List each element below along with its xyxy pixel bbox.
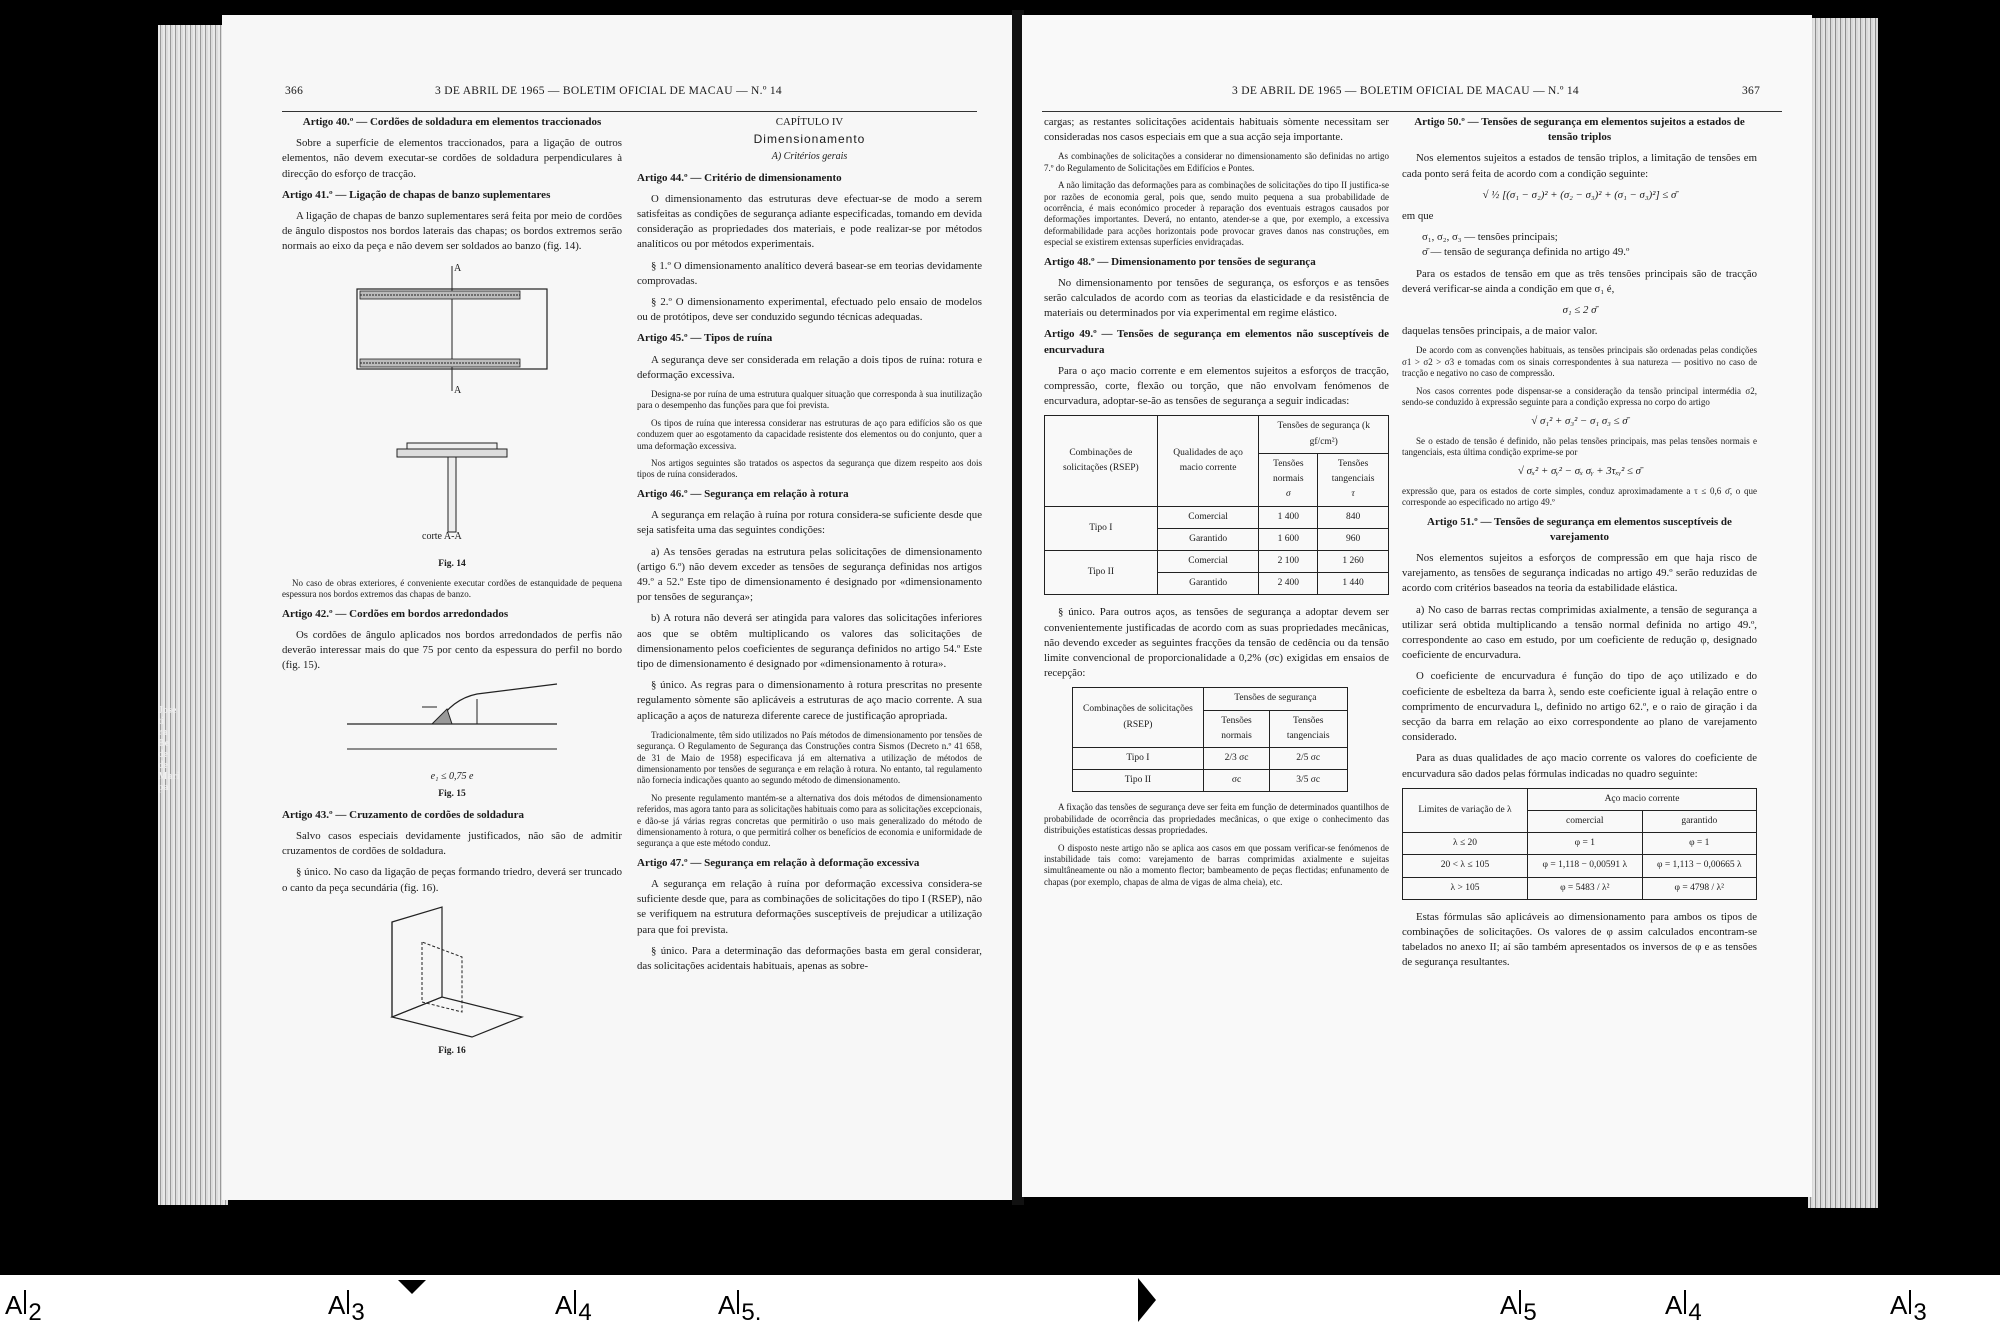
article-heading <box>282 607 622 622</box>
article-48-text: No dimensionamento por tensões de segurança, os esforços e as tensões serão calculados de acordo com as teorias da elasticidade e da resistência de materiais ou determinados por via experimental em regime elástico. <box>1044 276 1389 320</box>
table-cell: Tipo I <box>1072 747 1204 769</box>
figure-14-caption: Fig. 14 <box>438 558 466 569</box>
table-cell: 2 100 <box>1259 550 1318 572</box>
frame-number: 5 <box>1523 1299 1537 1326</box>
note-text: expressão que, para os estados de corte simples, conduz aproximadamente a τ ≤ 0,6 σ̄, o que corresponde ao especificado no artigo 49.º <box>1402 485 1757 508</box>
table-cell: 2 400 <box>1259 573 1318 595</box>
article-40-title: Artigo 40.º — Cordões de soldadura em elementos traccionados <box>302 116 602 128</box>
left-page-column-1 <box>282 115 622 1065</box>
table-header: garantido <box>1642 810 1756 832</box>
frame-number: 4 <box>1688 1299 1702 1326</box>
figure-15-caption: Fig. 15 <box>438 788 466 799</box>
article-41-title: Artigo 41.º — Ligação de chapas de banzo suplementares <box>282 188 551 201</box>
article-51-a: a) No caso de barras rectas comprimidas axialmente, a tensão de segurança a utilizar será obtida multiplicando a tensão normal definida no artigo 49.º, correspondente ao caso em estudo, por um coeficiente de redução φ, designado coeficiente de encurvadura. <box>1402 603 1757 662</box>
frame-number: 3 <box>351 1299 365 1326</box>
table-row <box>1045 506 1389 528</box>
table-cell: φ = 1 <box>1642 833 1756 855</box>
table-header: Aço macio corrente <box>1528 788 1757 810</box>
table-cell: φ = 4798 / λ² <box>1642 877 1756 899</box>
section-marker: A <box>454 262 462 274</box>
article-50-text: daquelas tensões principais, a de maior valor. <box>1402 325 1598 338</box>
article-44-text: O dimensionamento das estruturas deve efectuar-se de modo a serem satisfeitas as condições de segurança adiante especificadas, tomando em devida consideração as propriedades dos materiais, e pode realizar-se por métodos analíticos ou por métodos experimentais. <box>637 192 982 251</box>
figure-14-note: No caso de obras exteriores, é conveniente executar cordões de estanquidade de pequena espessura nos bordos extremos das chapas de banzo. <box>282 577 622 600</box>
figure-16-caption: Fig. 16 <box>438 1045 466 1056</box>
margin-note: Mari <box>158 771 180 782</box>
frame-letter: A <box>5 1290 23 1320</box>
article-51-title: Artigo 51.º — Tensões de segurança em elementos susceptíveis de varejamento <box>1427 515 1732 543</box>
table-header: Tensões tangenciais <box>1269 710 1347 747</box>
table-cell: φ = 1,113 − 0,00665 λ <box>1642 855 1756 877</box>
table-cell: Comercial <box>1157 550 1259 572</box>
article-heading <box>282 188 622 203</box>
right-page-stack <box>1808 18 1878 1208</box>
table-cell: φ = 1,118 − 0,00591 λ <box>1528 855 1642 877</box>
article-heading <box>637 487 982 502</box>
header-label: Tensões normais <box>1273 458 1304 485</box>
table-cell: Tipo II <box>1072 770 1204 792</box>
note-text: A fixação das tensões de segurança deve ser feita em função de determinados quantilhos de probabilidade de ocorrência das propriedades mecânicas, o que exige o conhecimento das distribuições estatísticas dessas propriedades. <box>1044 802 1389 836</box>
article-43-text: Salvo casos especiais devidamente justificados, não são de admitir cruzamentos de cordões de soldadura. <box>282 830 622 858</box>
table-header: Combinações de solicitações (RSEP) <box>1072 688 1204 748</box>
article-42-title: Artigo 42.º — Cordões em bordos arredondados <box>282 607 509 620</box>
table-cell: 3/5 σc <box>1269 770 1347 792</box>
margin-note: ra <box>158 727 168 738</box>
note-text: De acordo com as convenções habituais, as tensões principais são ordenadas pelas condições σ1 > σ2 > σ3 e tomadas com os sinais correspondentes à sua natureza — positivo no caso de tracção e negativo no caso de compressão. <box>1402 345 1757 379</box>
table-cell: Comercial <box>1157 506 1259 528</box>
article-49-title: Artigo 49.º — Tensões de segurança em elementos não susceptíveis de encurvadura <box>1044 328 1389 356</box>
frame-letter: A <box>328 1290 346 1320</box>
figure-15-formula: e₁ ≤ 0,75 e <box>430 771 474 783</box>
header-symbol: τ <box>1351 489 1355 500</box>
frame-number: 4 <box>578 1299 592 1326</box>
article-41-text: A ligação de chapas de banzo suplementares será feita por meio de cordões de ângulo dispostos nos bordos laterais das chapas; os bordos extremos serão normais ao eixo da peça e não devem ser soldados ao banzo (fig. 14). <box>282 210 622 253</box>
margin-note: de <box>158 749 168 760</box>
frame-letter: A <box>1500 1290 1518 1320</box>
table-cell: Tipo I <box>1045 506 1158 550</box>
frame-number: 5. <box>741 1299 762 1326</box>
article-49-unico: § único. Para outros aços, as tensões de segurança a adoptar devem ser convenientemente justificadas de acordo com as suas propriedades mecânicas, não devendo exceder as seguintes fracções da tensão de cedência ou da tensão limite convencional de proporcionalidade a 0,2% (σc) exigidas em ensaios de recepção: <box>1044 606 1389 680</box>
header-title: 3 DE ABRIL DE 1965 — BOLETIM OFICIAL DE MACAU — N.º 14 <box>435 85 782 97</box>
article-50-title: Artigo 50.º — Tensões de segurança em elementos sujeitos a estados de tensão triplos <box>1414 116 1745 144</box>
table-row <box>1403 855 1757 877</box>
figure-16-drawing <box>282 902 622 1042</box>
section-marker: A <box>454 384 462 396</box>
frame-number: 3 <box>1913 1299 1927 1326</box>
frame-marker <box>1500 1290 1537 1327</box>
frame-bar <box>574 1290 576 1314</box>
note-text: A não limitação das deformações para as combinações de solicitações do tipo II justifica-se por razões de economia geral, pois que, sendo muito pequena a sua probabilidade de ocorrência, é mais económico proceder à reparação dos eventuais estragos causados por deformações importantes. Deverá, no entanto, atender-se a que, por exemplo, a excessiva deformabilidade para acções horizontais pode provocar graves danos nas construções, em especial se existirem extensas superfícies envidraçadas. <box>1044 180 1389 248</box>
table-cell: Garantido <box>1157 573 1259 595</box>
definition: σ₁, σ₂, σ₃ — tensões principais; <box>1422 231 1558 244</box>
article-46-b: b) A rotura não deverá ser atingida para valores das solicitações inferiores aos que se obtêm multiplicando os valores das solicitações de dimensionamento pelos coeficientes de segurança definidos no artigo 54.º Este tipo de dimensionamento é designado por «dimensionamento à rotura». <box>637 612 982 670</box>
margin-note: Be <box>158 738 170 749</box>
note-text: Nos casos correntes pode dispensar-se a consideração da tensão principal intermédia σ2, sendo-se conduzido à expressão seguinte para a condição expressa no corpo do artigo <box>1402 385 1757 408</box>
note-text: As combinações de solicitações a considerar no dimensionamento são definidas no artigo 7.º do Regulamento de Solicitações em Edifícios e Pontes. <box>1044 151 1389 173</box>
table-row <box>1403 877 1757 899</box>
table-cell: 1 260 <box>1318 550 1389 572</box>
table-cell: λ > 105 <box>1403 877 1528 899</box>
table-cell: Garantido <box>1157 528 1259 550</box>
article-heading <box>1402 115 1757 145</box>
article-heading <box>282 808 622 823</box>
table-header: comercial <box>1528 810 1642 832</box>
header-title: 3 DE ABRIL DE 1965 — BOLETIM OFICIAL DE MACAU — N.º 14 <box>1232 85 1579 97</box>
table-cell: 2/3 σc <box>1204 747 1270 769</box>
note-text: O disposto neste artigo não se aplica aos casos em que possam verificar-se fenómenos de instabilidade tais como: varejamento de barras comprimidas axialmente e sujeitas simultâneamente ou não a momento flector; bambeamento de peças flectidas; enfunamento de chapas (por exemplo, chapas de alma de vigas de alma cheia), etc. <box>1044 842 1389 887</box>
table-cell: 1 400 <box>1259 506 1318 528</box>
article-46-title: Artigo 46.º — Segurança em relação à rotura <box>637 487 849 500</box>
article-40-text: Sobre a superfície de elementos traccionados, para a ligação de outros elementos, não devem executar-se cordões de soldadura perpendiculares à direcção do esforço de tracção. <box>282 137 622 180</box>
article-heading <box>637 856 982 871</box>
frame-marker <box>555 1290 592 1327</box>
table-header: Qualidades de aço macio corrente <box>1157 416 1259 506</box>
table-cell: λ ≤ 20 <box>1403 833 1528 855</box>
right-page-column-1 <box>1044 115 1389 894</box>
chapter-title: Dimensionamento <box>753 132 866 147</box>
closing-text: Estas fórmulas são aplicáveis ao dimensionamento para ambos os tipos de combinações de solicitações. Os valores de φ assim calculados encontram-se tabelados no anexo II; aí são também apresentados os inversos de φ e as tensões de segurança resultantes. <box>1402 910 1757 969</box>
table-header <box>1318 453 1389 506</box>
table-header: Tensões de segurança (k gf/cm²) <box>1259 416 1389 453</box>
table-row <box>1045 416 1389 453</box>
table-row <box>1403 788 1757 810</box>
table-row <box>1403 833 1757 855</box>
header-symbol: σ <box>1285 489 1291 500</box>
margin-note: de <box>158 760 168 771</box>
frame-marker <box>328 1290 365 1327</box>
article-45-text: A segurança deve ser considerada em relação a dois tipos de ruína: rotura e deformação excessiva. <box>637 353 982 381</box>
article-heading <box>282 115 622 130</box>
table-cell: 960 <box>1318 528 1389 550</box>
formula: σ₁ ≤ 2 σ̄ <box>1562 304 1597 317</box>
frame-marker <box>5 1290 42 1327</box>
frame-letter: A <box>718 1290 736 1320</box>
article-45-title: Artigo 45.º — Tipos de ruína <box>637 332 773 345</box>
margin-notes <box>158 705 180 793</box>
table-cell: 2/5 σc <box>1269 747 1347 769</box>
article-heading <box>1044 255 1389 270</box>
header-rule <box>282 111 977 112</box>
continued-text: cargas; as restantes solicitações acidentais habituais sòmente necessitam ser consideradas nos casos especiais em que a sua acção seja importante. <box>1044 116 1389 144</box>
safety-stress-table <box>1044 415 1389 595</box>
frame-bar <box>1519 1290 1521 1314</box>
frame-number: 2 <box>28 1299 42 1326</box>
article-44-p1: § 1.º O dimensionamento analítico deverá basear-se em teorias devidamente comprovadas. <box>637 259 982 287</box>
article-44-title: Artigo 44.º — Critério de dimensionamento <box>637 171 842 184</box>
frame-bar <box>24 1290 26 1314</box>
article-heading <box>1402 515 1757 545</box>
note-text: Se o estado de tensão é definido, não pelas tensões principais, mas pelas tensões normais e tangenciais, esta última condição exprime-se por <box>1402 435 1757 458</box>
article-45-note: Nos artigos seguintes são tratados os aspectos da segurança que dizem respeito aos dois tipos de ruína considerados. <box>637 458 982 480</box>
formula: √ σₓ² + σᵧ² − σₓ σᵧ + 3τₓᵧ² ≤ σ̄ <box>1518 465 1641 478</box>
table-cell: 20 < λ ≤ 105 <box>1403 855 1528 877</box>
table-header <box>1259 453 1318 506</box>
figure-14-drawing <box>282 261 622 551</box>
fraction-table <box>1072 687 1348 792</box>
article-heading <box>1044 327 1389 357</box>
frame-bar <box>347 1290 349 1314</box>
article-50-text: Nos elementos sujeitos a estados de tensão triplos, a limitação de tensões em cada ponto será feita de acordo com a condição seguinte: <box>1402 152 1757 180</box>
formula: √ σ₁² + σ₃² − σ₁ σ₃ ≤ σ̄ <box>1531 415 1628 428</box>
article-46-text: A segurança em relação à ruína por rotura considera-se suficiente desde que seja satisfeita uma das seguintes condições: <box>637 509 982 537</box>
frame-bar <box>1909 1290 1911 1314</box>
article-51-text: Para as duas qualidades de aço macio corrente os valores do coeficiente de encurvadura são dados pelas fórmulas indicadas no quadro seguinte: <box>1402 752 1757 780</box>
chapter-number: CAPÍTULO IV <box>775 116 844 128</box>
frame-letter: A <box>555 1290 573 1320</box>
figure-15-drawing <box>282 679 622 769</box>
article-46-note: Tradicionalmente, têm sido utilizados no País métodos de dimensionamento por tensões de segurança. O Regulamento de Segurança das Construções contra Sismos (Decreto n.º 41 658, de 31 de Maio de 1958) especificava já em alternativa a utilização de métodos de dimensionamento por tensões de segurança e em relação à rotura. No entanto, tal regulamento não fornecia indicações quanto ao segundo método de dimensionamento. <box>637 729 982 786</box>
article-43-title: Artigo 43.º — Cruzamento de cordões de soldadura <box>282 808 524 821</box>
margin-note: ti <box>158 716 165 727</box>
body-text: em que <box>1402 210 1434 223</box>
table-cell: 1 440 <box>1318 573 1389 595</box>
table-cell: φ = 1 <box>1528 833 1642 855</box>
header-label: Tensões tangenciais <box>1331 458 1375 485</box>
article-47-title: Artigo 47.º — Segurança em relação à deformação excessiva <box>637 856 920 869</box>
table-row <box>1072 747 1347 769</box>
pointer-triangle <box>1138 1278 1156 1322</box>
left-page <box>222 15 1012 1200</box>
article-42-text: Os cordões de ângulo aplicados nos bordos arredondados de perfis não deverão interessar mais do que 75 por cento da espessura do perfil no bordo (fig. 15). <box>282 628 622 672</box>
table-cell: Tipo II <box>1045 550 1158 594</box>
header-rule <box>1042 111 1782 112</box>
frame-letter: A <box>1665 1290 1683 1320</box>
table-header: Limites de variação de λ <box>1403 788 1528 832</box>
table-row <box>1072 770 1347 792</box>
margin-note: Jose <box>158 705 177 716</box>
table-cell: φ = 5483 / λ² <box>1528 877 1642 899</box>
article-51-text: Nos elementos sujeitos a esforços de compressão em que haja risco de varejamento, as tensões de segurança indicadas no artigo 49.º serão reduzidas de acordo com critérios baseados na teoria da estabilidade elástica. <box>1402 551 1757 595</box>
frame-marker <box>1665 1290 1702 1327</box>
article-46-note: No presente regulamento mantém-se a alternativa dos dois métodos de dimensionamento referidos, mas agora tanto para as solicitações habituais como para as solicitações excepcionais, e dão-se já várias regras concretas que permitirão o uso mais generalizado do método de dimensionamento à rotura, o que permitirá colher os benefícios de economia e uniformidade de segurança a que este método conduz. <box>637 792 982 849</box>
article-44-p2: § 2.º O dimensionamento experimental, efectuado pelo ensaio de modelos ou de protótipos, deve ser conduzido segundo técnicas adequadas. <box>637 296 982 324</box>
article-43-unico: § único. No caso da ligação de peças formando triedro, deverá ser truncado o canto da peça secundária (fig. 16). <box>282 866 622 894</box>
table-header: Tensões de segurança <box>1204 688 1347 710</box>
formula: √ ½ [(σ₁ − σ₂)² + (σ₂ − σ₃)² + (σ₁ − σ₃)²] ≤ σ̄ <box>1482 188 1677 201</box>
frame-bar <box>1684 1290 1686 1314</box>
right-page <box>1022 15 1812 1197</box>
article-49-text: Para o aço macio corrente e em elementos sujeitos a esforços de tracção, compressão, corte, flexão ou torção, que não envolvam fenómenos de encurvadura, adoptar-se-ão as tensões de segurança a seguir indicadas: <box>1044 364 1389 408</box>
table-header: Tensões normais <box>1204 710 1270 747</box>
frame-bar <box>737 1290 739 1314</box>
article-47-unico: § único. Para a determinação das deformações basta em geral considerar, das solicitações acidentais habituais, apenas as sobre- <box>637 944 982 973</box>
article-46-unico: § único. As regras para o dimensionamento à rotura prescritas no presente regulamento sòmente são aplicáveis a estruturas de aço macio corrente. A sua aplicação a aços de natureza diferente carece de justificação apropriada. <box>637 679 982 722</box>
table-cell: 1 600 <box>1259 528 1318 550</box>
pointer-triangle <box>398 1280 426 1294</box>
buckling-coefficient-table <box>1402 788 1757 900</box>
table-cell: 840 <box>1318 506 1389 528</box>
right-page-column-2 <box>1402 115 1757 977</box>
article-50-text: Para os estados de tensão em que as três tensões principais são de tracção deverá verificar-se ainda a condição em que σ₁ é, <box>1402 267 1757 295</box>
article-45-note: Designa-se por ruína de uma estrutura qualquer situação que corresponda à sua inutilização para o desempenho das funções para que foi prevista. <box>637 389 982 411</box>
figure-16 <box>282 902 622 1042</box>
page-number: 366 <box>285 85 304 97</box>
article-heading <box>637 171 982 186</box>
figure-15 <box>282 679 622 769</box>
margin-note: pa <box>158 782 169 793</box>
page-number: 367 <box>1742 85 1761 97</box>
section-title: A) Critérios gerais <box>771 151 848 163</box>
table-row <box>1045 550 1389 572</box>
left-page-column-2 <box>637 115 982 980</box>
frame-marker <box>1890 1290 1927 1327</box>
section-label: corte A-A <box>422 530 462 542</box>
article-heading <box>637 331 982 346</box>
table-header: Combinações de solicitações (RSEP) <box>1045 416 1158 506</box>
article-46-a: a) As tensões geradas na estrutura pelas solicitações de dimensionamento (artigo 6.º) não devem exceder as tensões de segurança definidas nos artigos 49.º a 52.º Este tipo de dimensionamento é designado por «dimensionamento por tensões de segurança»; <box>637 545 982 604</box>
table-cell: σc <box>1204 770 1270 792</box>
article-45-note: Os tipos de ruína que interessa considerar nas estruturas de aço para edifícios são os que conduzem quer ao esgotamento da capacidade resistente dos elementos ou do conjunto, quer a uma deformação excessiva. <box>637 417 982 451</box>
frame-marker <box>718 1290 761 1327</box>
figure-14 <box>282 261 622 551</box>
frame-letter: A <box>1890 1290 1908 1320</box>
definition: σ̄ — tensão de segurança definida no artigo 49.º <box>1422 246 1630 259</box>
article-48-title: Artigo 48.º — Dimensionamento por tensões de segurança <box>1044 255 1316 268</box>
table-row <box>1072 688 1347 710</box>
left-page-stack <box>158 25 228 1205</box>
article-47-text: A segurança em relação à ruína por deformação excessiva considera-se suficiente desde que, para as combinações de solicitações do tipo I (RSEP), não se verifiquem na estrutura deformações susceptíveis de prejudicar a utilização para que foi prevista. <box>637 878 982 936</box>
article-51-text: O coeficiente de encurvadura é função do tipo de aço utilizado e do coeficiente de esbelteza da barra λ, sendo este coeficiente igual à relação entre o comprimento de encurvadura lₑ, definido no artigo 62.º, e o raio de giração i da secção da barra em relação ao eixo correspondente ao plano de varejamento considerado. <box>1402 670 1757 744</box>
